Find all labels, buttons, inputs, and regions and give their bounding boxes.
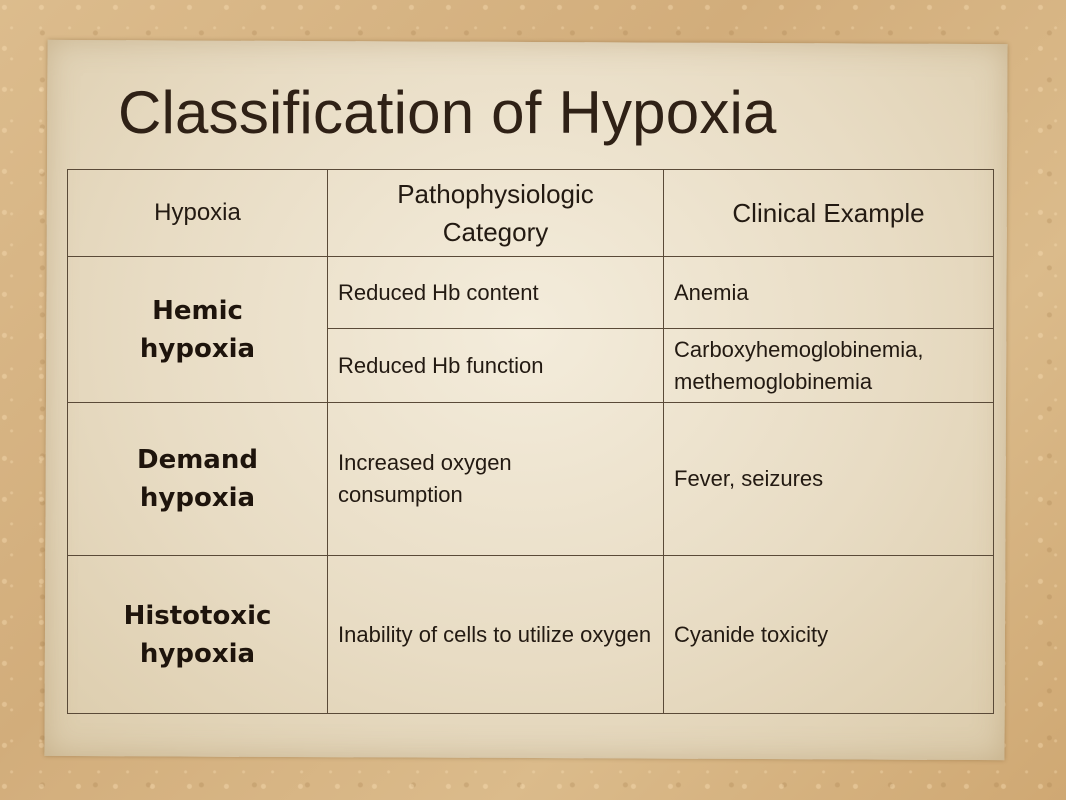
histotoxic-category-cell: Inability of cells to utilize oxygen <box>328 556 664 714</box>
demand-example-cell: Fever, seizures <box>664 403 994 556</box>
hemic-hypoxia-label: Hemic hypoxia <box>68 257 328 403</box>
header-clinical-example: Clinical Example <box>664 170 994 257</box>
hemic-example-cell: Anemia <box>664 257 994 329</box>
hemic-category-cell: Reduced Hb function <box>328 329 664 403</box>
hemic-category-cell: Reduced Hb content <box>328 257 664 329</box>
header-hypoxia: Hypoxia <box>68 170 328 257</box>
table-row <box>68 257 994 329</box>
histotoxic-example-cell: Cyanide toxicity <box>664 556 994 714</box>
demand-hypoxia-label: Demand hypoxia <box>68 403 328 556</box>
hypoxia-classification-table <box>67 169 994 714</box>
slide-title: Classification of Hypoxia <box>118 79 777 146</box>
histotoxic-hypoxia-label: Histotoxic hypoxia <box>68 556 328 714</box>
table-header-row <box>68 170 994 257</box>
demand-category-cell: Increased oxygen consumption <box>328 403 664 556</box>
header-pathophysiologic-category: Pathophysiologic Category <box>328 170 664 257</box>
table-row <box>68 403 994 556</box>
hemic-example-cell: Carboxyhemoglobinemia, methemoglobinemia <box>664 329 994 403</box>
table-row <box>68 556 994 714</box>
